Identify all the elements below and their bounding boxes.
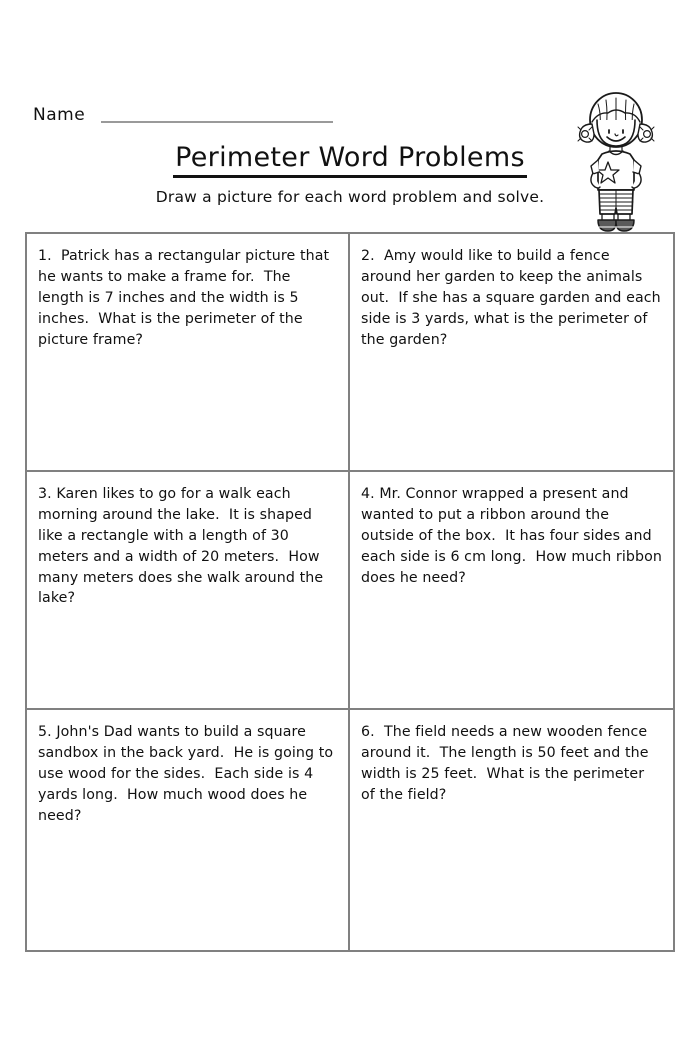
problem-cell-1[interactable]	[27, 234, 350, 472]
problem-cell-4[interactable]	[350, 472, 673, 710]
name-field-row	[33, 100, 333, 126]
problem-cell-2[interactable]	[350, 234, 673, 472]
problem-cell-5[interactable]	[27, 710, 350, 950]
page-title: Perimeter Word Problems	[173, 142, 527, 178]
problem-text-2: 2. Amy would like to build a fence around her garden to keep the animals out. If she has a square garden and each side is 3 yards, what is the perimeter of the garden?	[361, 248, 666, 348]
name-input-line[interactable]	[101, 120, 333, 123]
problem-text-3: 3. Karen likes to go for a walk each morning around the lake. It is shaped like a rectangle with a length of 30 meters and a width of 20 meters. How many meters does she walk around the lake?	[38, 486, 328, 607]
problem-text-5: 5. John's Dad wants to build a square sandbox in the back yard. He is going to use wood for the sides. Each side is 4 yards long. How much wood does he need?	[38, 724, 338, 824]
problem-text-6: 6. The field needs a new wooden fence around it. The length is 50 feet and the width is 25 feet. What is the perimeter of the field?	[361, 724, 654, 803]
name-label: Name	[33, 105, 86, 125]
problem-grid	[25, 232, 675, 952]
girl-standing-clipart	[568, 88, 664, 234]
problem-text-1: 1. Patrick has a rectangular picture that he wants to make a frame for. The length is 7 inches and the width is 5 inches. What is the perimeter of the picture frame?	[38, 248, 334, 348]
problem-cell-3[interactable]	[27, 472, 350, 710]
problem-cell-6[interactable]	[350, 710, 673, 950]
page-subtitle: Draw a picture for each word problem and solve.	[155, 188, 545, 207]
problem-text-4: 4. Mr. Connor wrapped a present and wanted to put a ribbon around the outside of the box. It has four sides and each side is 6 cm long. How much ribbon does he need?	[361, 486, 667, 586]
